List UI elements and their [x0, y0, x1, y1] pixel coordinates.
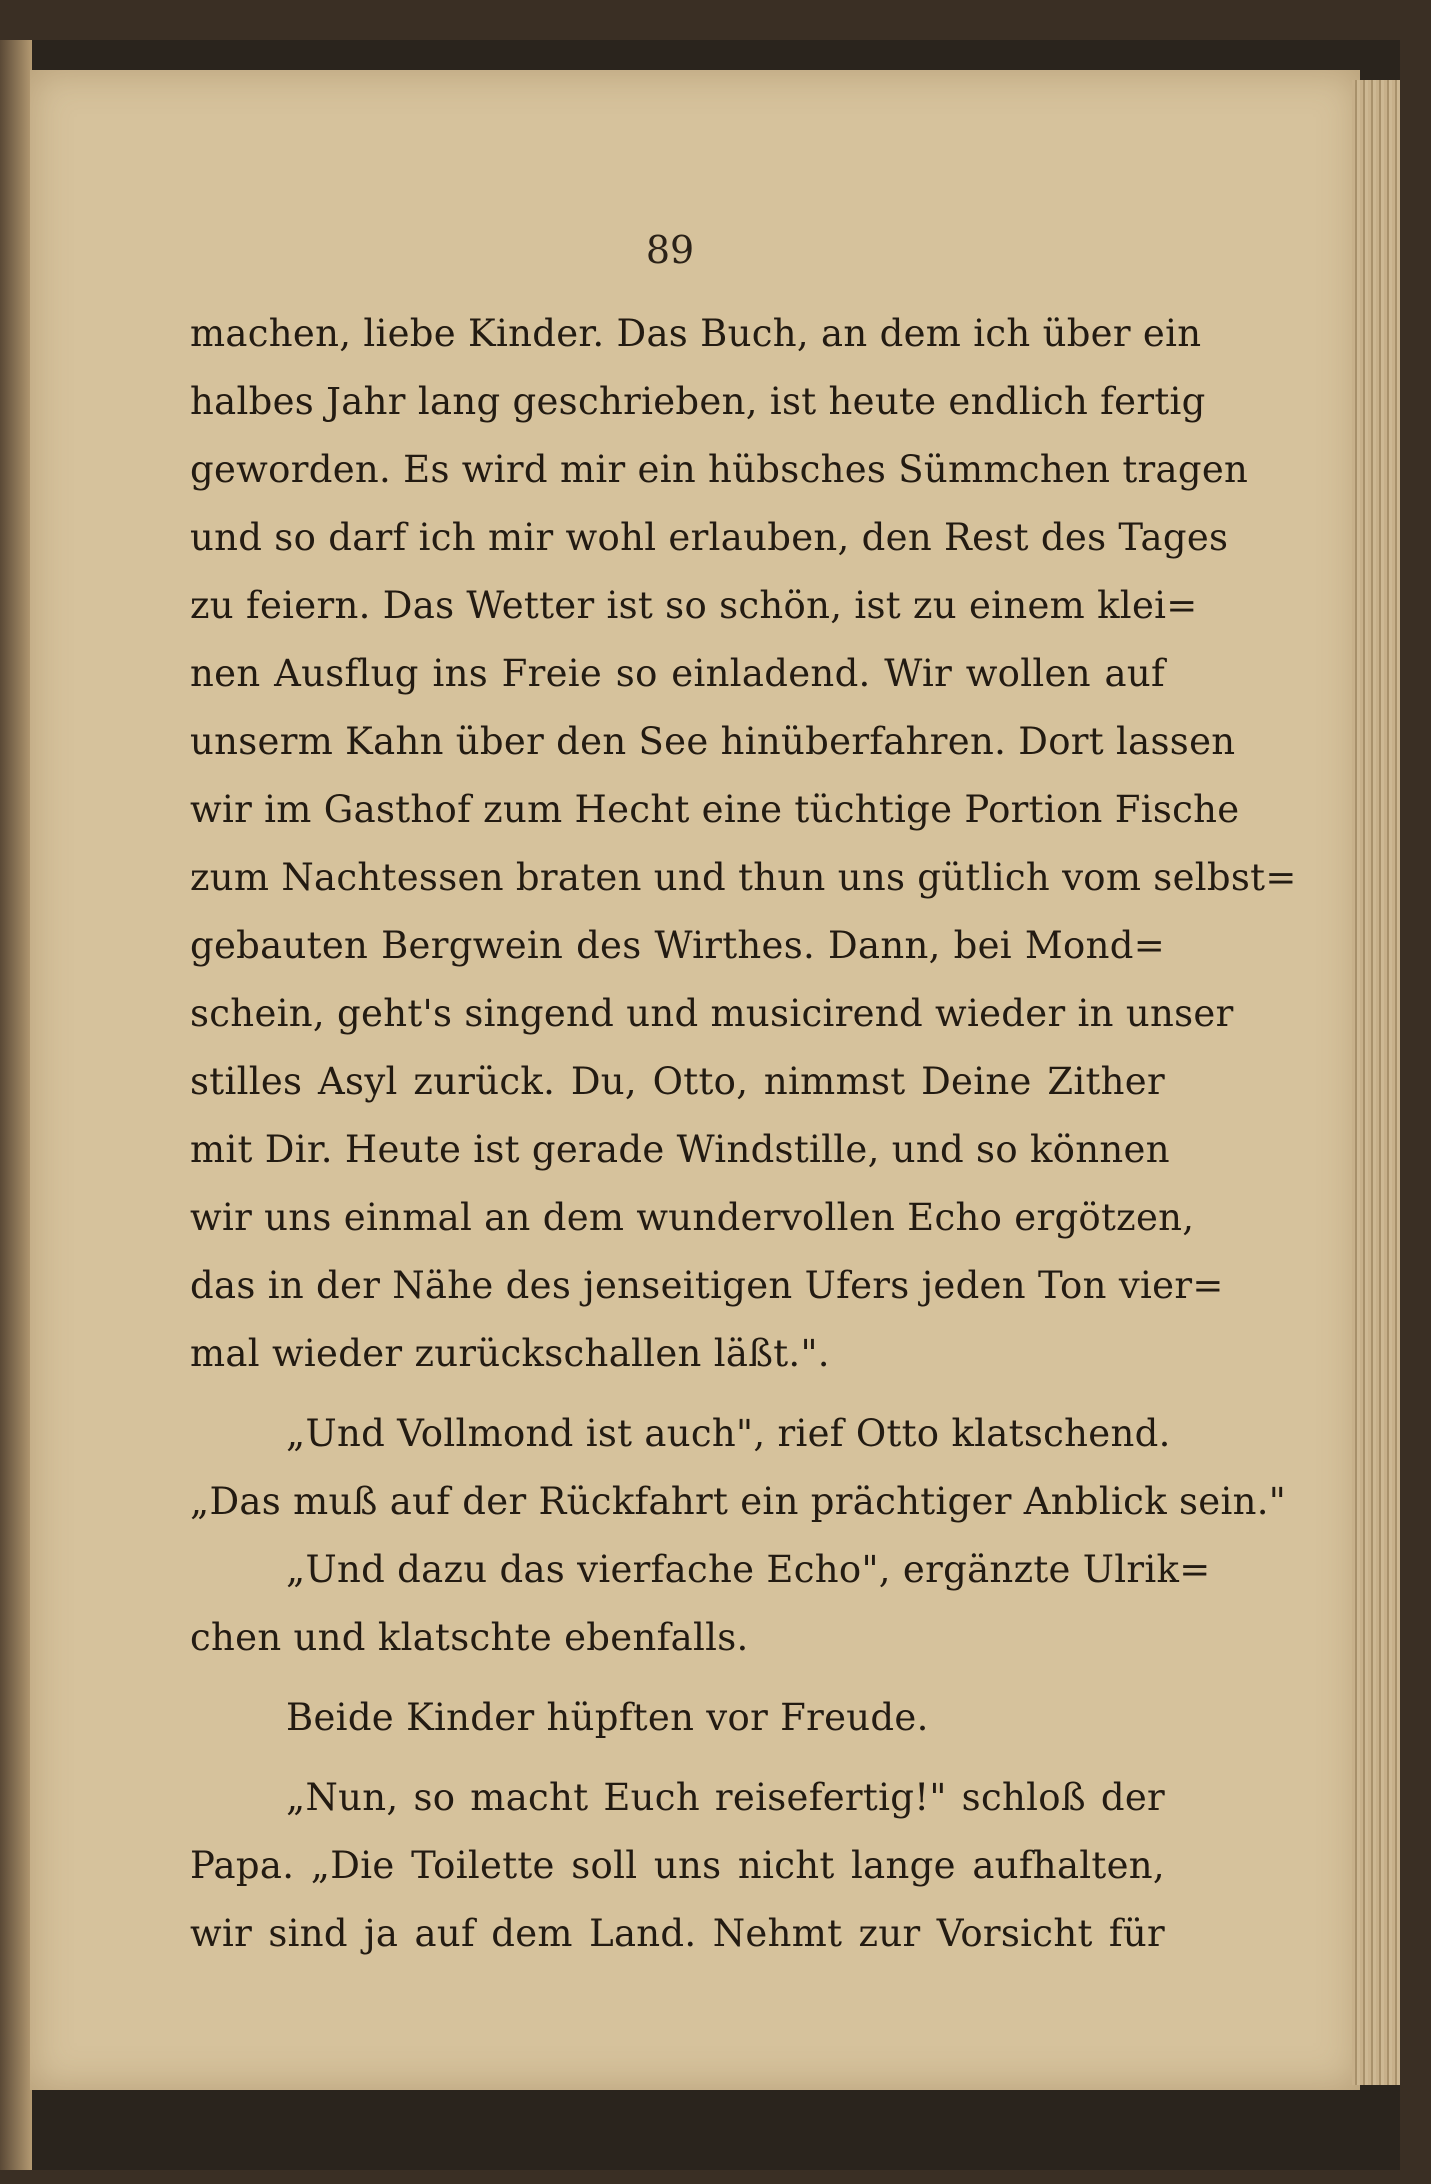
text-line: chen und klatschte ebenfalls. — [190, 1616, 749, 1659]
page-number: 89 — [645, 228, 695, 272]
page-text — [190, 300, 1297, 1968]
text-line: „Das muß auf der Rückfahrt ein prächtiger Anblick sein." — [190, 1480, 1287, 1523]
page-edges — [1352, 80, 1400, 2085]
text-line: „Und Vollmond ist auch", rief Otto klatschend. — [286, 1412, 1171, 1455]
text-line: nen Ausflug ins Freie so einladend. Wir wollen auf — [190, 652, 1165, 695]
text-line: machen, liebe Kinder. Das Buch, an dem ich über ein — [190, 312, 1202, 355]
text-line: mal wieder zurückschallen läßt.". — [190, 1332, 830, 1375]
text-line: „Und dazu das vierfache Echo", ergänzte Ulrik= — [286, 1548, 1211, 1591]
text-line: halbes Jahr lang geschrieben, ist heute endlich fertig — [190, 380, 1206, 423]
text-line: wir sind ja auf dem Land. Nehmt zur Vorsicht für — [190, 1912, 1165, 1955]
text-line: geworden. Es wird mir ein hübsches Sümmchen tragen — [190, 448, 1249, 491]
text-line: wir uns einmal an dem wundervollen Echo ergötzen, — [190, 1196, 1195, 1239]
book-gutter — [0, 40, 32, 2170]
text-line: Papa. „Die Toilette soll uns nicht lange aufhalten, — [190, 1844, 1165, 1887]
text-line: gebauten Bergwein des Wirthes. Dann, bei Mond= — [190, 924, 1165, 967]
text-line: mit Dir. Heute ist gerade Windstille, und so können — [190, 1128, 1170, 1171]
text-line: schein, geht's singend und musicirend wieder in unser — [190, 992, 1234, 1035]
text-line: „Nun, so macht Euch reisefertig!" schloß der — [286, 1776, 1165, 1819]
text-line: Beide Kinder hüpften vor Freude. — [286, 1696, 929, 1739]
text-line: zu feiern. Das Wetter ist so schön, ist zu einem klei= — [190, 584, 1198, 627]
text-line: zum Nachtessen braten und thun uns gütlich vom selbst= — [190, 856, 1297, 899]
text-line: und so darf ich mir wohl erlauben, den Rest des Tages — [190, 516, 1229, 559]
text-line: wir im Gasthof zum Hecht eine tüchtige Portion Fische — [190, 788, 1240, 831]
text-line: unserm Kahn über den See hinüberfahren. Dort lassen — [190, 720, 1236, 763]
text-line: stilles Asyl zurück. Du, Otto, nimmst Deine Zither — [190, 1060, 1165, 1103]
text-line: das in der Nähe des jenseitigen Ufers jeden Ton vier= — [190, 1264, 1224, 1307]
